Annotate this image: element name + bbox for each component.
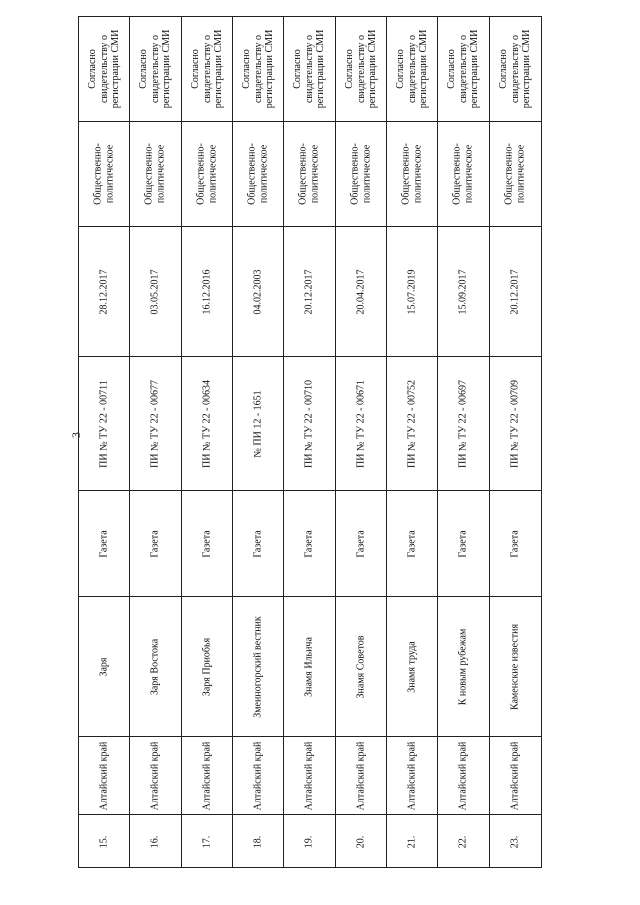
reg-number-cell: ПИ № ТУ 22 - 00697 bbox=[438, 356, 488, 490]
table-row bbox=[79, 17, 130, 867]
date-cell: 20.04.2017 bbox=[336, 226, 386, 356]
index-cell: 19. bbox=[284, 814, 334, 869]
name-cell: Змеиногорский вестник bbox=[233, 596, 283, 736]
table-row bbox=[490, 17, 541, 867]
date-cell: 20.12.2017 bbox=[490, 226, 541, 356]
table-row bbox=[438, 17, 489, 867]
date-cell: 20.12.2017 bbox=[284, 226, 334, 356]
name-cell: Заря Приобья bbox=[182, 596, 232, 736]
type-cell: Газета bbox=[233, 490, 283, 596]
ad-rules-cell: Согласно свидетельству о регистрации СМИ bbox=[343, 29, 378, 109]
date-cell: 16.12.2016 bbox=[182, 226, 232, 356]
index-cell: 23. bbox=[490, 814, 541, 869]
ad-rules-cell: Согласно свидетельству о регистрации СМИ bbox=[292, 29, 327, 109]
index-cell: 17. bbox=[182, 814, 232, 869]
index-cell: 18. bbox=[233, 814, 283, 869]
date-cell: 03.05.2017 bbox=[130, 226, 180, 356]
index-cell: 22. bbox=[438, 814, 488, 869]
ad-rules-cell: Согласно свидетельству о регистрации СМИ bbox=[138, 29, 173, 109]
topic-cell: Общественно- политическое bbox=[284, 121, 334, 226]
type-cell: Газета bbox=[79, 490, 129, 596]
reg-number-cell: ПИ № ТУ 22 - 00677 bbox=[130, 356, 180, 490]
type-cell: Газета bbox=[130, 490, 180, 596]
topic-cell: Общественно- политическое bbox=[182, 121, 232, 226]
ad-rules-cell: Согласно свидетельству о регистрации СМИ bbox=[394, 29, 429, 109]
index-cell: 15. bbox=[79, 814, 129, 869]
date-cell: 15.07.2019 bbox=[387, 226, 437, 356]
reg-number-cell: ПИ № ТУ 22 - 00634 bbox=[182, 356, 232, 490]
type-cell: Газета bbox=[387, 490, 437, 596]
name-cell: Заря bbox=[79, 596, 129, 736]
region-cell: Алтайский край bbox=[490, 736, 541, 814]
table-row bbox=[387, 17, 438, 867]
index-cell: 20. bbox=[336, 814, 386, 869]
name-cell: Заря Востока bbox=[130, 596, 180, 736]
name-cell: Знамя труда bbox=[387, 596, 437, 736]
region-cell: Алтайский край bbox=[233, 736, 283, 814]
ad-rules-cell: Согласно свидетельству о регистрации СМИ bbox=[498, 29, 533, 109]
topic-cell: Общественно- политическое bbox=[438, 121, 488, 226]
reg-number-cell: ПИ № ТУ 22 - 00710 bbox=[284, 356, 334, 490]
reg-number-cell: ПИ № ТУ 22 - 00671 bbox=[336, 356, 386, 490]
name-cell: Каменские известия bbox=[490, 596, 541, 736]
type-cell: Газета bbox=[182, 490, 232, 596]
ad-rules-cell: Согласно свидетельству о регистрации СМИ bbox=[189, 29, 224, 109]
date-cell: 15.09.2017 bbox=[438, 226, 488, 356]
table-row bbox=[336, 17, 387, 867]
topic-cell: Общественно- политическое bbox=[387, 121, 437, 226]
type-cell: Газета bbox=[336, 490, 386, 596]
table-row bbox=[233, 17, 284, 867]
name-cell: Знамя Ильича bbox=[284, 596, 334, 736]
ad-rules-cell: Согласно свидетельству о регистрации СМИ bbox=[446, 29, 481, 109]
index-cell: 21. bbox=[387, 814, 437, 869]
ad-rules-cell: Согласно свидетельству о регистрации СМИ bbox=[240, 29, 275, 109]
type-cell: Газета bbox=[490, 490, 541, 596]
region-cell: Алтайский край bbox=[79, 736, 129, 814]
reg-number-cell: ПИ № ТУ 22 - 00709 bbox=[490, 356, 541, 490]
topic-cell: Общественно- политическое bbox=[336, 121, 386, 226]
region-cell: Алтайский край bbox=[130, 736, 180, 814]
topic-cell: Общественно- политическое bbox=[490, 121, 541, 226]
topic-cell: Общественно- политическое bbox=[130, 121, 180, 226]
ad-rules-cell: Согласно свидетельству о регистрации СМИ bbox=[86, 29, 121, 109]
media-registry-table bbox=[78, 16, 542, 868]
reg-number-cell: № ПИ 12 - 1651 bbox=[233, 356, 283, 490]
reg-number-cell: ПИ № ТУ 22 - 00711 bbox=[79, 356, 129, 490]
name-cell: Знамя Советов bbox=[336, 596, 386, 736]
page-number: 3 bbox=[69, 432, 83, 438]
region-cell: Алтайский край bbox=[182, 736, 232, 814]
type-cell: Газета bbox=[284, 490, 334, 596]
name-cell: К новым рубежам bbox=[438, 596, 488, 736]
date-cell: 04.02.2003 bbox=[233, 226, 283, 356]
table-row bbox=[130, 17, 181, 867]
topic-cell: Общественно- политическое bbox=[79, 121, 129, 226]
index-cell: 16. bbox=[130, 814, 180, 869]
region-cell: Алтайский край bbox=[284, 736, 334, 814]
topic-cell: Общественно- политическое bbox=[233, 121, 283, 226]
region-cell: Алтайский край bbox=[336, 736, 386, 814]
reg-number-cell: ПИ № ТУ 22 - 00752 bbox=[387, 356, 437, 490]
table-row bbox=[182, 17, 233, 867]
table-row bbox=[284, 17, 335, 867]
type-cell: Газета bbox=[438, 490, 488, 596]
date-cell: 28.12.2017 bbox=[79, 226, 129, 356]
region-cell: Алтайский край bbox=[438, 736, 488, 814]
region-cell: Алтайский край bbox=[387, 736, 437, 814]
